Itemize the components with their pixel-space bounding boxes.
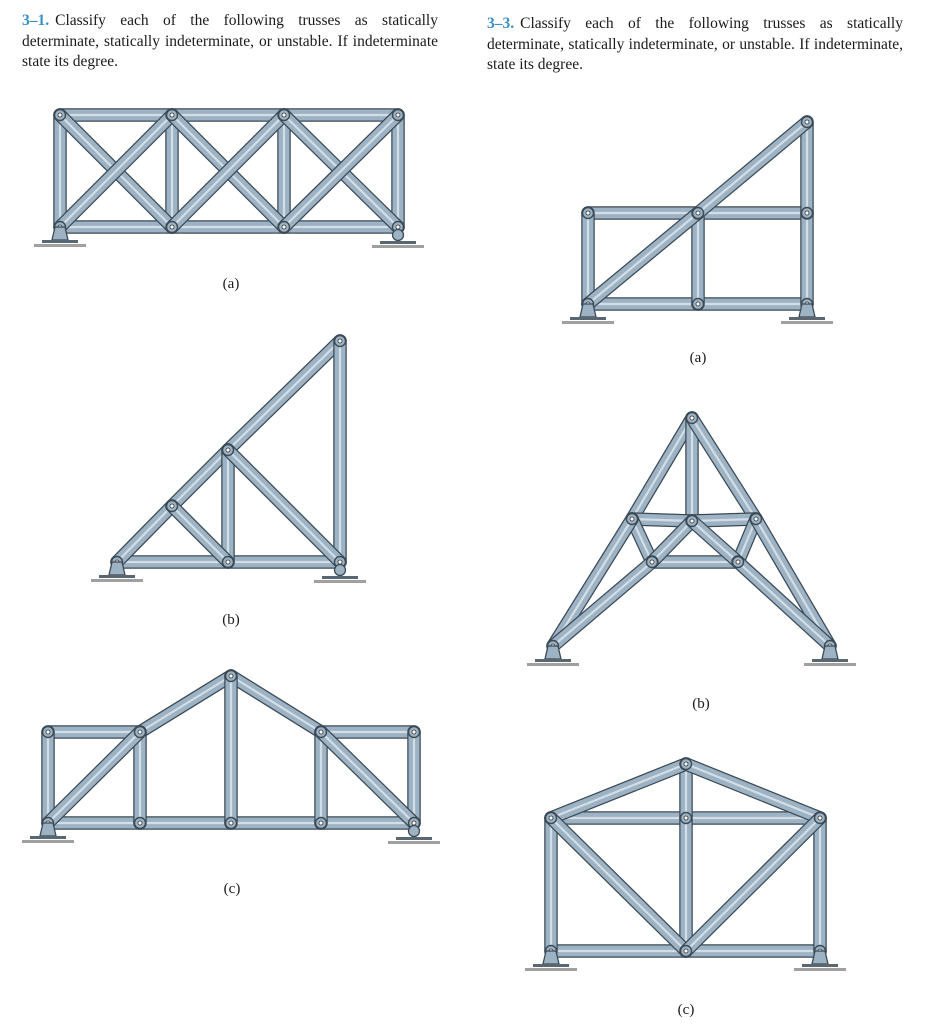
support-base [570, 317, 606, 320]
support-base [533, 964, 569, 967]
pin-support [109, 562, 125, 575]
ground-line [562, 321, 614, 324]
problem-number: 3–3. [487, 15, 515, 32]
support-base [789, 317, 825, 320]
support-base [535, 659, 571, 662]
ground-line [34, 244, 86, 247]
roller-support [393, 230, 404, 241]
support-base [396, 837, 432, 840]
caption-3-1-c: (c) [223, 881, 241, 897]
support-base [322, 576, 358, 579]
ground-line [527, 663, 579, 666]
pin-support [40, 823, 56, 836]
support-base [802, 964, 838, 967]
truss-3-3-b [527, 413, 856, 667]
ground-line [314, 580, 366, 583]
ground-line [372, 245, 424, 248]
roller-support [335, 565, 346, 576]
ground-line [388, 841, 440, 844]
ground-line [22, 840, 74, 843]
caption-3-3-b: (b) [692, 696, 710, 712]
pin-support [812, 951, 828, 964]
support-base [42, 240, 78, 243]
pin-support [545, 646, 561, 659]
ground-line [525, 968, 577, 971]
ground-line [781, 321, 833, 324]
truss-3-1-a [34, 110, 424, 249]
problem-text: Classify each of the following trusses as statically determinate, statically indeterminate, or unstable. If indeterminate, state its degree. [487, 15, 903, 73]
roller-support [409, 826, 420, 837]
problem-text: Classify each of the following trusses as statically determinate, statically indeterminate, or unstable. If indeterminate state its degree. [22, 12, 438, 70]
truss-3-3-a [562, 117, 833, 325]
pin-support [52, 227, 68, 240]
ground-line [804, 663, 856, 666]
problem-number: 3–1. [22, 12, 50, 29]
caption-3-1-a: (a) [222, 276, 240, 292]
pin-support [822, 646, 838, 659]
support-base [380, 241, 416, 244]
pin-support [580, 304, 596, 317]
truss-3-1-c [22, 671, 440, 845]
support-base [30, 836, 66, 839]
pin-support [799, 304, 815, 317]
caption-3-3-c: (c) [677, 1002, 695, 1018]
caption-3-1-b: (b) [222, 612, 240, 628]
caption-3-3-a: (a) [689, 350, 707, 366]
truss-3-3-c [525, 759, 846, 972]
pin-support [543, 951, 559, 964]
ground-line [91, 579, 143, 582]
ground-line [794, 968, 846, 971]
support-base [812, 659, 848, 662]
support-base [99, 575, 135, 578]
truss-3-1-b [91, 336, 366, 584]
